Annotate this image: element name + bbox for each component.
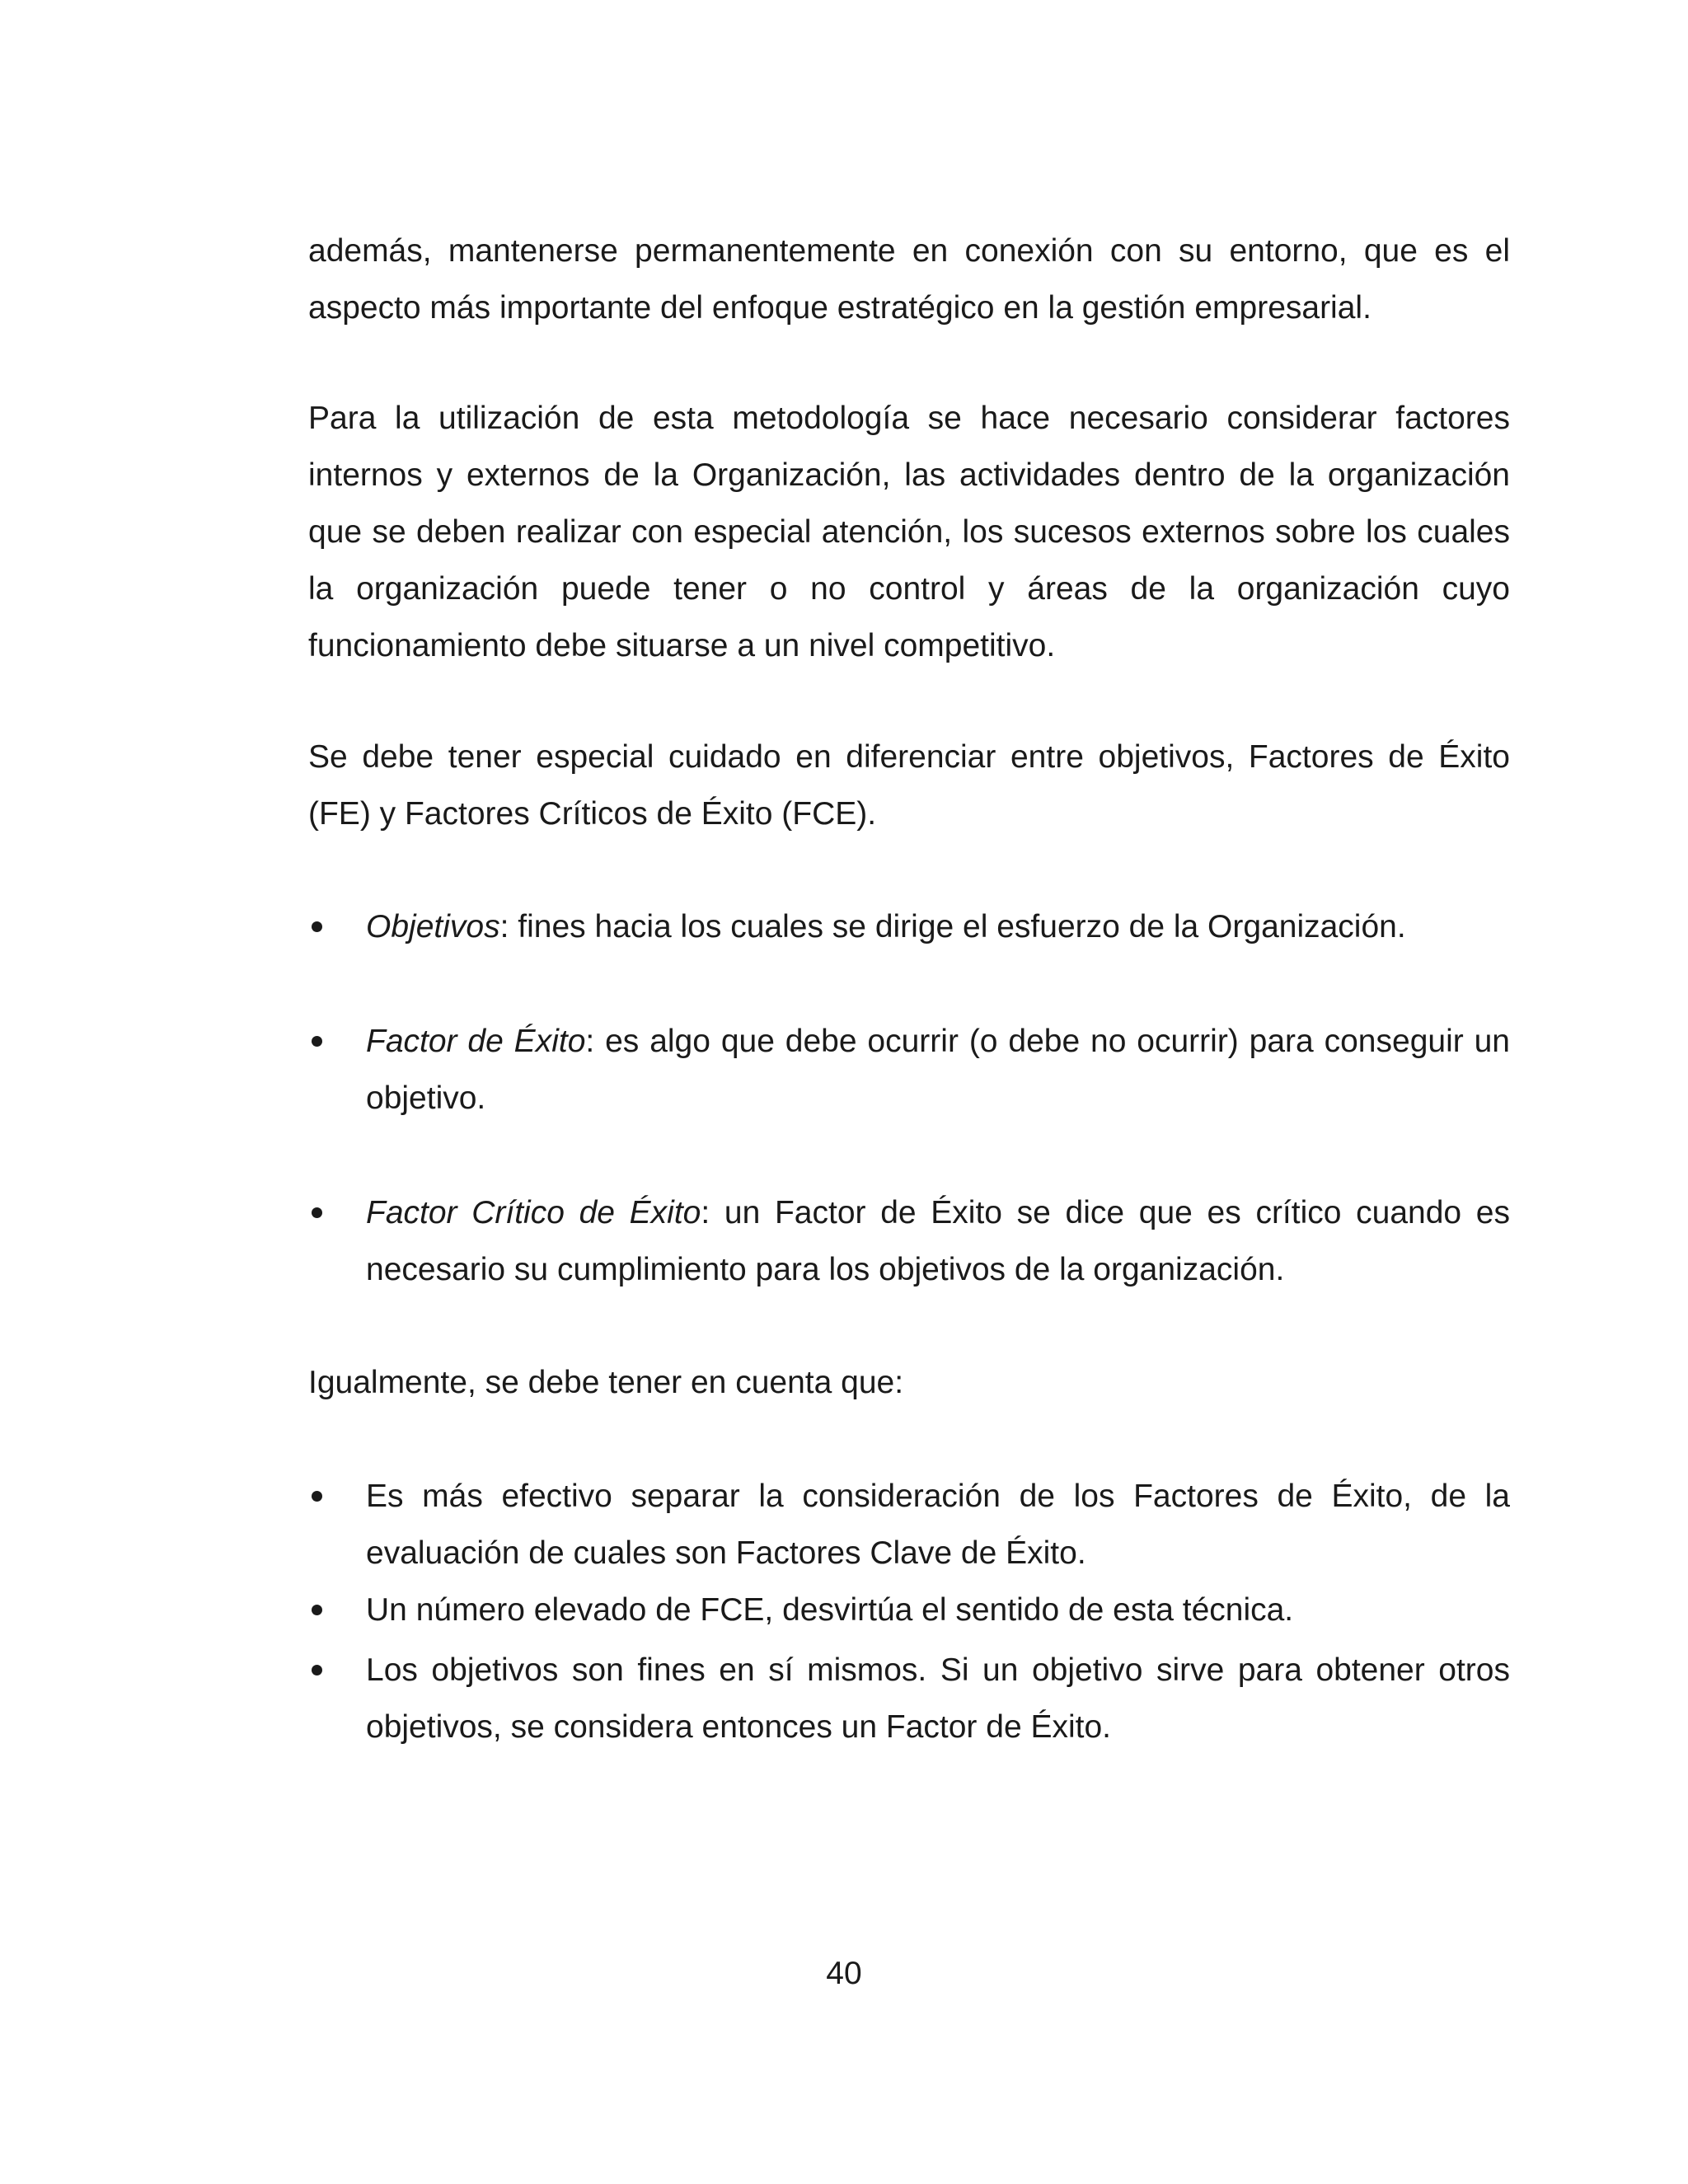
definition-text bbox=[366, 1184, 1510, 1298]
definition-term: Objetivos bbox=[366, 909, 500, 944]
paragraph-3: Se debe tener especial cuidado en diferenciar entre objetivos, Factores de Éxito (FE) y Factores Críticos de Éxito (FCE). bbox=[308, 739, 1510, 832]
definition-body: : un Factor de Éxito se dice que es crítico cuando es necesario su cumplimiento para los objetivos de la organización. bbox=[366, 1195, 1510, 1287]
page-number: 40 bbox=[826, 1956, 862, 1991]
definition-body: : es algo que debe ocurrir (o debe no ocurrir) para conseguir un objetivo. bbox=[366, 1024, 1510, 1116]
definition-body: : fines hacia los cuales se dirige el esfuerzo de la Organización. bbox=[499, 909, 1406, 944]
definition-term: Factor Crítico de Éxito bbox=[366, 1195, 701, 1230]
definition-text bbox=[366, 1013, 1510, 1127]
paragraph-1: además, mantenerse permanentemente en conexión con su entorno, que es el aspecto más importante del enfoque estratégico en la gestión empresarial. bbox=[308, 233, 1510, 326]
consideration-text: Los objetivos son fines en sí mismos. Si un objetivo sirve para obtener otros objetivos, se considera entonces un Factor de Éxito. bbox=[366, 1652, 1510, 1745]
paragraph-2: Para la utilización de esta metodología se hace necesario considerar factores internos y externos de la Organización, las actividades dentro de la organización que se deben realizar con especial atención, los sucesos externos sobre los cuales la organización puede tener o no control y áreas de la organización cuyo funcionamiento debe situarse a un nivel competitivo. bbox=[308, 401, 1510, 663]
definition-text bbox=[366, 898, 1510, 955]
consideration-text: Un número elevado de FCE, desvirtúa el sentido de esta técnica. bbox=[366, 1592, 1294, 1628]
consideration-text: Es más efectivo separar la consideración de los Factores de Éxito, de la evaluación de cuales son Factores Clave de Éxito. bbox=[366, 1479, 1510, 1571]
definition-term: Factor de Éxito bbox=[366, 1024, 586, 1059]
paragraph-4: Igualmente, se debe tener en cuenta que: bbox=[308, 1365, 904, 1400]
